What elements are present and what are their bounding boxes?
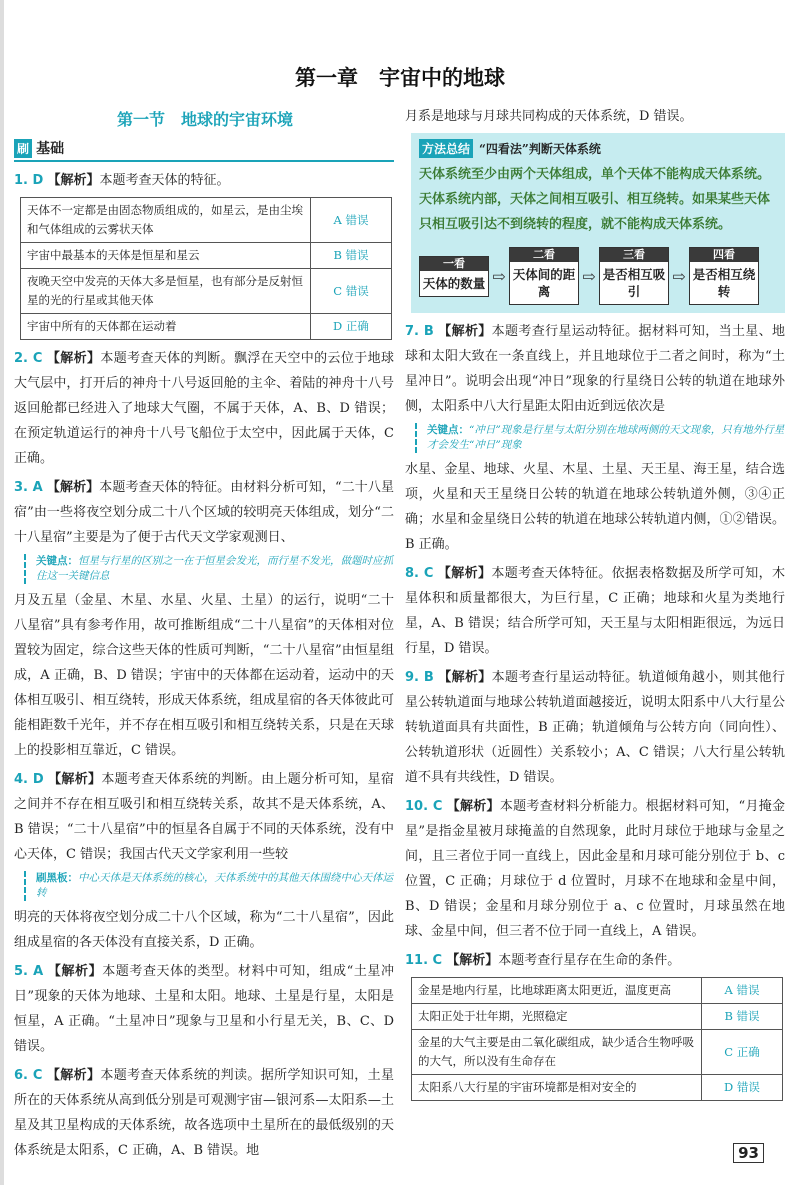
table-row	[412, 1075, 783, 1101]
analysis-tag: 【解析】	[47, 173, 100, 188]
analysis-tag: 【解析】	[46, 480, 100, 495]
left-column	[14, 138, 394, 1167]
table-cell: 宇宙中最基本的天体是恒星和星云	[21, 243, 311, 269]
analysis-tag: 【解析】	[438, 324, 492, 339]
table-cell: 夜晚天空中发亮的天体大多是恒星，也有部分是反射恒星的光的行星或其他天体	[21, 269, 311, 314]
key-point-note	[24, 554, 394, 584]
step-body: 是否相互吸引	[602, 267, 666, 299]
answer-text: 本题考查材料分析能力。根据材料可知，“月掩金星”是指金星被月球掩盖的自然现象，此时月球位于地球与金星之间，且三者位于同一直线上，因此金星和月球可能分别位于 b、c 位置，C 正确；月球位于 d 位置时，月球不在地球和金星中间，B、D 错误；金星和月球分别位于 a、c 位置时，月球虽然在地球、金星中间，但三者不位于同一直线上，A 错误。	[405, 799, 785, 939]
answer-number: 1. D	[14, 173, 44, 188]
answer-6	[14, 1063, 394, 1163]
basic-header	[14, 138, 394, 162]
answer-number: 9. B	[405, 670, 434, 685]
analysis-tag: 【解析】	[46, 351, 101, 366]
answer-text: 本题考查天体的判断。飘浮在天空中的云位于地球大气层中，打开后的神舟十八号返回舱的主伞、着陆的神舟十八号返回舱都已经进入了地球大气圈，不属于天体，A、B、D 错误；在预定轨道运行的神舟十八号飞船位于太空中，因此属于天体，C 正确。	[14, 351, 394, 466]
note-text: “冲日”现象是行星与太阳分别在地球两侧的天文现象，只有地外行星才会发生“冲日”现象	[427, 424, 785, 451]
answer-1	[14, 168, 394, 193]
step-box	[689, 247, 759, 305]
table-row	[21, 269, 392, 314]
table-result: D 错误	[702, 1075, 783, 1101]
note-label: 刷黑板：	[36, 872, 78, 884]
answer-number: 11. C	[405, 953, 443, 968]
method-heading: “四看法”判断天体系统	[479, 142, 601, 156]
note-label: 关键点：	[36, 555, 78, 567]
answer-text: 本题考查天体系统的判断。由上题分析可知，星宿之间并不存在相互吸引和相互绕转关系，故其不是天体系统，A、B 错误；“二十八星宿”中的恒星各自属于不同的天体系统，没有中心天体，C 错误；我国古代天文学家利用一些较	[14, 772, 394, 862]
table-result: B 错误	[311, 243, 392, 269]
analysis-tag: 【解析】	[437, 566, 492, 581]
table-result: A 错误	[311, 198, 392, 243]
table-cell: 太阳系八大行星的宇宙环境都是相对安全的	[412, 1075, 702, 1101]
table-row	[21, 198, 392, 243]
answer-3	[14, 475, 394, 550]
step-head: 四看	[690, 248, 758, 262]
table-cell: 太阳正处于壮年期，光照稳定	[412, 1004, 702, 1030]
analysis-tag: 【解析】	[46, 1068, 101, 1083]
answer-4-continued	[14, 905, 394, 955]
step-body: 是否相互绕转	[692, 267, 756, 299]
right-column	[405, 102, 785, 1107]
table-cell: 宇宙中所有的天体都在运动着	[21, 314, 311, 340]
answer-text: 本题考查行星运动特征。轨道倾角越小，则其他行星公转轨道面与地球公转轨道面越接近，说明太阳系中八大行星公转轨道面具有共面性，B 正确；轨道倾角与公转方向（同向性）、公转轨道形状（近圆性）关系较小；A、C 错误；八大行星公转轨道不具有共线性，D 错误。	[405, 670, 785, 785]
basic-badge: 刷	[14, 139, 32, 158]
key-point-note	[415, 423, 785, 453]
answer-number: 4. D	[14, 772, 44, 787]
answer-number: 5. A	[14, 964, 44, 979]
note-text: 中心天体是天体系统的核心，天体系统中的其他天体围绕中心天体运转	[36, 872, 393, 899]
answer-text: 月及五星（金星、木星、水星、火星、土星）的运行，说明“二十八星宿”具有参考作用，故可推断组成“二十八星宿”的天体相对位置较为固定，综合这些天体的性质可判断，“二十八星宿”由恒星组成，A 正确，B、D 错误；宇宙中的天体都在运动着，运动中的天体相互吸引、相互绕转，形成天体系统，组成星宿的各天体彼此可能相距数千光年，并不存在相互吸引和相互绕转关系，只是在天球上的投影相互靠近，C 错误。	[14, 593, 394, 758]
answer-text: 本题考查行星运动特征。据材料可知，当土星、地球和太阳大致在一条直线上，并且地球位于二者之间时，称为“土星冲日”。说明会出现“冲日”现象的行星绕日公转的轨道在地球外侧，太阳系中八大行星距太阳由近到远依次是	[405, 324, 785, 414]
analysis-tag: 【解析】	[47, 964, 103, 979]
section-title: 第一节 地球的宇宙环境	[116, 110, 293, 129]
table-cell: 金星是地内行星，比地球距离太阳更近，温度更高	[412, 978, 702, 1004]
answer-number: 6. C	[14, 1068, 43, 1083]
four-step-flow	[419, 247, 777, 305]
answer-number: 7. B	[405, 324, 434, 339]
analysis-tag: 【解析】	[438, 670, 492, 685]
table-row	[412, 1030, 783, 1075]
answer-7-continued	[405, 457, 785, 557]
method-title	[419, 139, 777, 158]
answer-number: 3. A	[14, 480, 43, 495]
answer-11	[405, 948, 785, 973]
step-head: 一看	[420, 257, 488, 271]
answer-text: 水星、金星、地球、火星、木星、土星、天王星、海王星，结合选项，火星和天王星绕日公转的轨道在地球公转轨道外侧，③④正确；水星和金星绕日公转的轨道在地球公转轨道内侧，①②错误。B 正确。	[405, 462, 785, 552]
answer-number: 8. C	[405, 566, 434, 581]
answer-text: 本题考查天体特征。依据表格数据及所学可知，木星体积和质量都很大，为巨行星，C 正确；地球和火星为类地行星，A、B 错误；结合所学可知，天王星与太阳相距很远，为远日行星，D 错误。	[405, 566, 785, 656]
answer-text: 本题考查天体系统的判读。据所学知识可知，土星所在的天体系统从高到低分别是可观测宇宙—银河系—太阳系—土星及其卫星构成的天体系统，故各选项中土星所在的最低级别的天体系统是太阳系，C 正确，A、B 错误。地	[14, 1068, 394, 1158]
answer-text: 本题考查行星存在生命的条件。	[498, 953, 681, 968]
arrow-right-icon: ⇨	[672, 266, 686, 286]
answer-4	[14, 767, 394, 867]
table-row	[21, 314, 392, 340]
answer-9	[405, 665, 785, 790]
answer-text: 月系是地球与月球共同构成的天体系统，D 错误。	[405, 109, 693, 124]
basic-label: 基础	[36, 141, 65, 157]
method-badge: 方法总结	[419, 139, 473, 158]
step-head: 二看	[510, 248, 578, 262]
table-result: C 正确	[702, 1030, 783, 1075]
table-cell: 金星的大气主要是由二氧化碳组成，缺少适合生物呼吸的大气，所以没有生命存在	[412, 1030, 702, 1075]
answer-2	[14, 346, 394, 471]
answer-text: 本题考查天体的特征。	[99, 173, 230, 188]
note-text: 恒星与行星的区别之一在于恒星会发光，而行星不发光，做题时应抓住这一关键信息	[36, 555, 393, 582]
chapter-title: 第一章 宇宙中的地球	[295, 66, 505, 90]
step-box	[419, 256, 489, 297]
answer-number: 10. C	[405, 799, 443, 814]
arrow-right-icon: ⇨	[582, 266, 596, 286]
arrow-right-icon: ⇨	[492, 266, 506, 286]
step-body: 天体的数量	[422, 275, 486, 291]
answer-5	[14, 959, 394, 1059]
table-cell: 天体不一定都是由固态物质组成的，如星云，是由尘埃和气体组成的云雾状天体	[21, 198, 311, 243]
table-row	[21, 243, 392, 269]
table-result: C 错误	[311, 269, 392, 314]
note-label: 关键点：	[427, 424, 469, 436]
answer-1-table	[20, 197, 392, 340]
table-result: A 错误	[702, 978, 783, 1004]
blackboard-note	[24, 871, 394, 901]
analysis-tag: 【解析】	[446, 799, 500, 814]
page-edge	[0, 0, 4, 1185]
table-result: D 正确	[311, 314, 392, 340]
analysis-tag: 【解析】	[48, 772, 102, 787]
answer-11-table	[411, 977, 783, 1101]
page-number: 93	[733, 1143, 764, 1163]
answer-8	[405, 561, 785, 661]
table-row	[412, 978, 783, 1004]
answer-7	[405, 319, 785, 419]
answer-6-continued	[405, 104, 785, 129]
step-box	[509, 247, 579, 305]
method-text: 天体系统至少由两个天体组成，单个天体不能构成天体系统。天体系统内部，天体之间相互吸引、相互绕转。如果某些天体只相互吸引达不到绕转的程度，就不能构成天体系统。	[419, 167, 771, 232]
step-head: 三看	[600, 248, 668, 262]
answer-text: 本题考查天体的特征。由材料分析可知，“二十八星宿”由一些将夜空划分成二十八个区域的较明亮天体组成，划分“二十八星宿”主要是为了便于古代天文学家观测日、	[14, 480, 394, 545]
answer-3-continued	[14, 588, 394, 763]
step-box	[599, 247, 669, 305]
answer-10	[405, 794, 785, 944]
answer-text: 本题考查天体的类型。材料中可知，组成“土星冲日”现象的天体为地球、土星和太阳。地球、土星是行星，太阳是恒星，A 正确。“土星冲日”现象与卫星和小行星无关，B、C、D 错误。	[14, 964, 394, 1054]
answer-number: 2. C	[14, 351, 43, 366]
analysis-tag: 【解析】	[446, 953, 499, 968]
table-result: B 错误	[702, 1004, 783, 1030]
table-row	[412, 1004, 783, 1030]
step-body: 天体间的距离	[512, 267, 576, 299]
answer-text: 明亮的天体将夜空划分成二十八个区域，称为“二十八星宿”，因此组成星宿的各天体没有直接关系，D 正确。	[14, 910, 394, 950]
method-summary-box	[411, 133, 785, 313]
